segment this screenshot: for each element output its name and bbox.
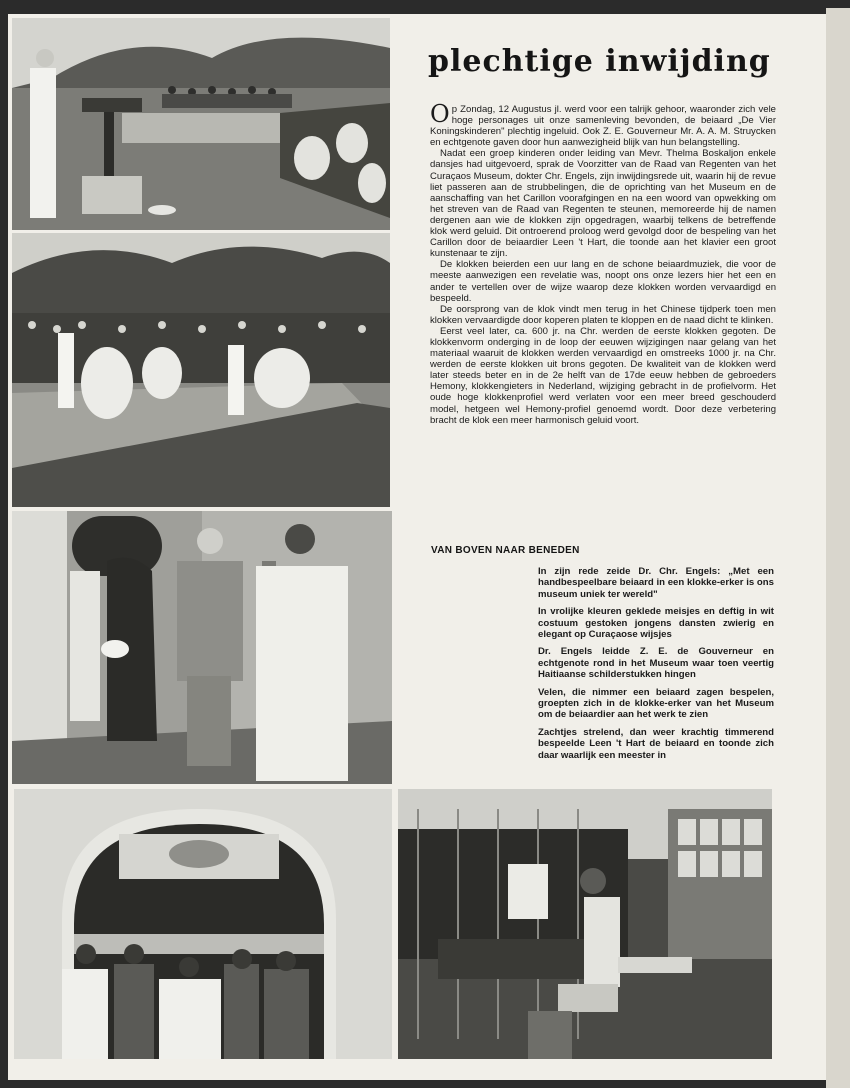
photo-museum-tour: [12, 511, 392, 784]
article-title: plechtige inwijding: [428, 44, 771, 79]
paragraph-3: De klokken beierden een uur lang en de schone beiaardmuziek, die voor de meeste aanwezigen een revelatie was, noopt ons onze lezers hier het een en ander te vertellen over de wijze waarop deze klokken worden vervaardigd en bespeeld.: [430, 259, 776, 304]
photo-dancers: [12, 233, 390, 507]
caption-museum-tour: Dr. Engels leidde Z. E. de Gouverneur en echtgenote rond in het Museum waar toen veertig Haitiaanse schilderstukken hingen: [538, 646, 774, 681]
paragraph-1: Op Zondag, 12 Augustus jl. werd voor een talrijk gehoor, waaronder zich vele hoge personages uit onze samenleving bevonden, de beiaard „De Vier Koningskinderen" plechtig ingeluid. Ook Z. E. Gouverneur Mr. A. A. M. Struycken en echtgenote gaven door hun aanwezigheid blijk van hun belangstelling.: [430, 100, 776, 149]
drop-cap: O: [430, 100, 450, 128]
caption-dancers: In vrolijke kleuren geklede meisjes en deftig in wit costuum gestoken jongens dansten zwierig en elegant op Curaçaose wijsjes: [538, 606, 774, 641]
paragraph-4: De oorsprong van de klok vindt men terug in het Chinese tijdperk toen men klokken vervaardigde door koperen platen te kloppen en de naad dicht te klinken.: [430, 303, 776, 326]
photo-bell-alcove: [14, 789, 392, 1059]
paragraph-2: Nadat een groep kinderen onder leiding van Mevr. Thelma Boskaljon enkele dansjes had uitgevoerd, sprak de Voorzitter van de Raad van Regenten van het Curaçaos Museum, dokter Chr. Engels, zijn inwijdingsrede uit, waarin hij de revue liet passeren aan de strubbelingen, die de oprichting van het Museum en de aanschaffing van het Carillon voorafgingen en na een woord van opwekking om het streven van de Raad van Regenten te steunen, memoreerde hij de namen dergenen aan wie de klokken zijn opgedragen, waarbij telkens de betreffende klok werd geluid. Dit ontroerend proloog werd gevolgd door de bespeling van het Carillon door de beiaardier Leen 't Hart, die toonde aan het klavier een groot kunstenaar te zijn.: [430, 148, 776, 260]
caption-bell-alcove: Velen, die nimmer een beiaard zagen bespelen, groepten zich in de klokke-erker van het Museum om de beiaardier aan het werk te zien: [538, 686, 774, 721]
article-body: [430, 100, 776, 426]
caption-speech: In zijn rede zeide Dr. Chr. Engels: „Met een handbespeelbare beiaard in een klokke-erker is ons museum uniek ter wereld": [538, 566, 774, 600]
paragraph-5: Eerst veel later, ca. 600 jr. na Chr. werden de eerste klokken gegoten. De klokkenvorm onderging in de loop der eeuwen wijzigingen naar gelang van het materiaal waaruit de klokken werden vervaardigd en omstreeks 1000 jr. na Chr. werden de eerste klokken uit brons gegoten. De kwaliteit van de klokken werd later steeds beter en in de 2e helft van de 17de eeuw hebben de gebroeders Hemony, klokkengieters in Nederland, wijziging gebracht in de profielvorm. Het oude hoge klokkenprofiel werd verlaten voor een meer breed geschouderd model, hetgeen wel Hemony-profiel genoemd wordt. Door deze verbetering bracht de klok een meer harmonisch geluid voort.: [430, 325, 776, 426]
captions-heading: VAN BOVEN NAAR BENEDEN: [431, 545, 580, 556]
photo-captions: [538, 566, 774, 767]
photo-carillonneur: [398, 789, 772, 1059]
page-edge: [826, 8, 850, 1088]
photo-speech: [12, 18, 390, 230]
caption-carillonneur: Zachtjes strelend, dan weer krachtig timmerend bespeelde Leen 't Hart de beiaard en toonde zich daar waarlijk een meester in: [538, 726, 774, 761]
